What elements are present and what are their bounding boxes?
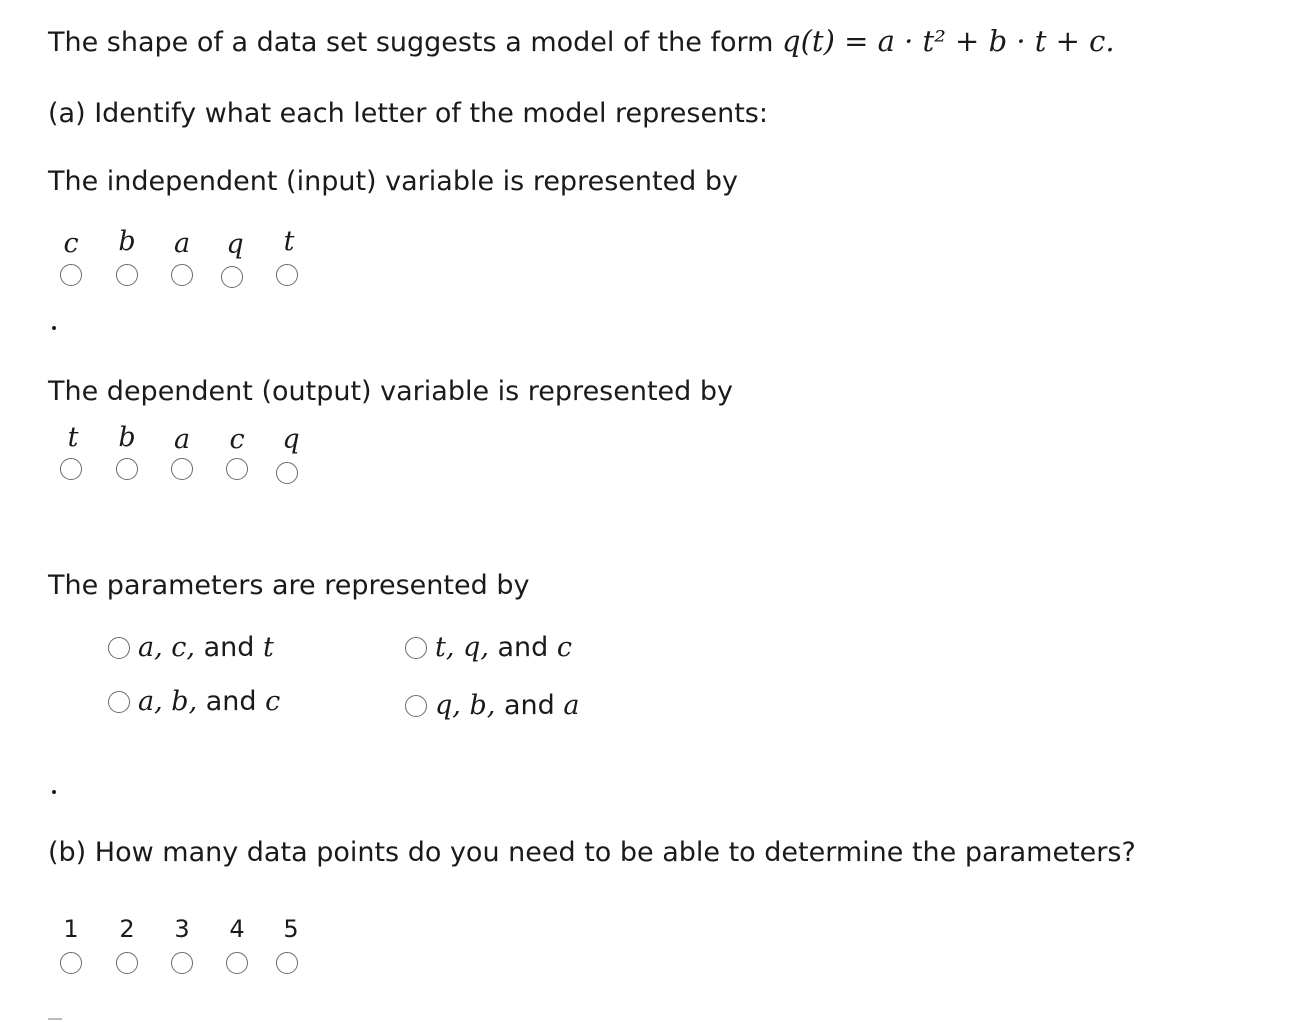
part-b-option-radio[interactable] — [226, 952, 248, 974]
independent-prompt: The independent (input) variable is represented by — [48, 166, 739, 197]
separator-dot — [52, 790, 56, 794]
dependent-prompt: The dependent (output) variable is represented by — [48, 376, 734, 407]
independent-option-label: b — [118, 226, 136, 257]
independent-option-radio[interactable] — [171, 264, 193, 286]
independent-option-label: t — [283, 226, 295, 257]
intro-text: The shape of a data set suggests a model of the form — [48, 27, 783, 58]
independent-option-label: c — [63, 228, 79, 259]
separator-dot — [52, 326, 56, 330]
independent-option-radio[interactable] — [116, 264, 138, 286]
independent-option-label: a — [173, 228, 191, 259]
intro-line — [48, 24, 1115, 58]
part-b-option-label: 3 — [174, 915, 190, 943]
dependent-option-radio[interactable] — [116, 458, 138, 480]
dependent-option-label: b — [118, 422, 136, 453]
dependent-option-radio[interactable] — [226, 458, 248, 480]
dependent-option-radio[interactable] — [276, 462, 298, 484]
part-b-option-radio[interactable] — [60, 952, 82, 974]
independent-option-label: q — [226, 229, 244, 260]
dependent-option-radio[interactable] — [60, 458, 82, 480]
parameters-option[interactable]: t , q , and c — [405, 632, 572, 663]
independent-option-radio[interactable] — [60, 264, 82, 286]
part-b-option-radio[interactable] — [116, 952, 138, 974]
part-b-option-label: 5 — [283, 915, 299, 943]
parameters-option-radio[interactable] — [108, 691, 130, 713]
parameters-option[interactable]: a , c , and t — [108, 632, 274, 663]
part-b-option-label: 1 — [63, 915, 79, 943]
parameters-prompt: The parameters are represented by — [48, 570, 530, 601]
part-b-option-label: 2 — [119, 915, 135, 943]
independent-option-radio[interactable] — [276, 264, 298, 286]
parameters-option-radio[interactable] — [405, 637, 427, 659]
dependent-option-radio[interactable] — [171, 458, 193, 480]
model-formula: q(t) = a · t² + b · t + c. — [782, 24, 1115, 58]
dependent-option-label: t — [67, 422, 79, 453]
part-b-question: (b) How many data points do you need to be able to determine the parameters? — [48, 837, 1136, 868]
independent-option-radio[interactable] — [221, 266, 243, 288]
dependent-option-label: q — [282, 424, 300, 455]
part-b-option-radio[interactable] — [276, 952, 298, 974]
part-b-option-label: 4 — [229, 915, 245, 943]
page-edge-mark — [48, 1018, 62, 1020]
parameters-option-radio[interactable] — [108, 637, 130, 659]
part-a-heading: (a) Identify what each letter of the model represents: — [48, 98, 768, 129]
parameters-option[interactable]: a , b , and c — [108, 686, 280, 717]
parameters-option-radio[interactable] — [405, 695, 427, 717]
dependent-option-label: c — [229, 424, 245, 455]
part-b-option-radio[interactable] — [171, 952, 193, 974]
parameters-option[interactable]: q , b , and a — [405, 690, 579, 721]
dependent-option-label: a — [173, 424, 191, 455]
